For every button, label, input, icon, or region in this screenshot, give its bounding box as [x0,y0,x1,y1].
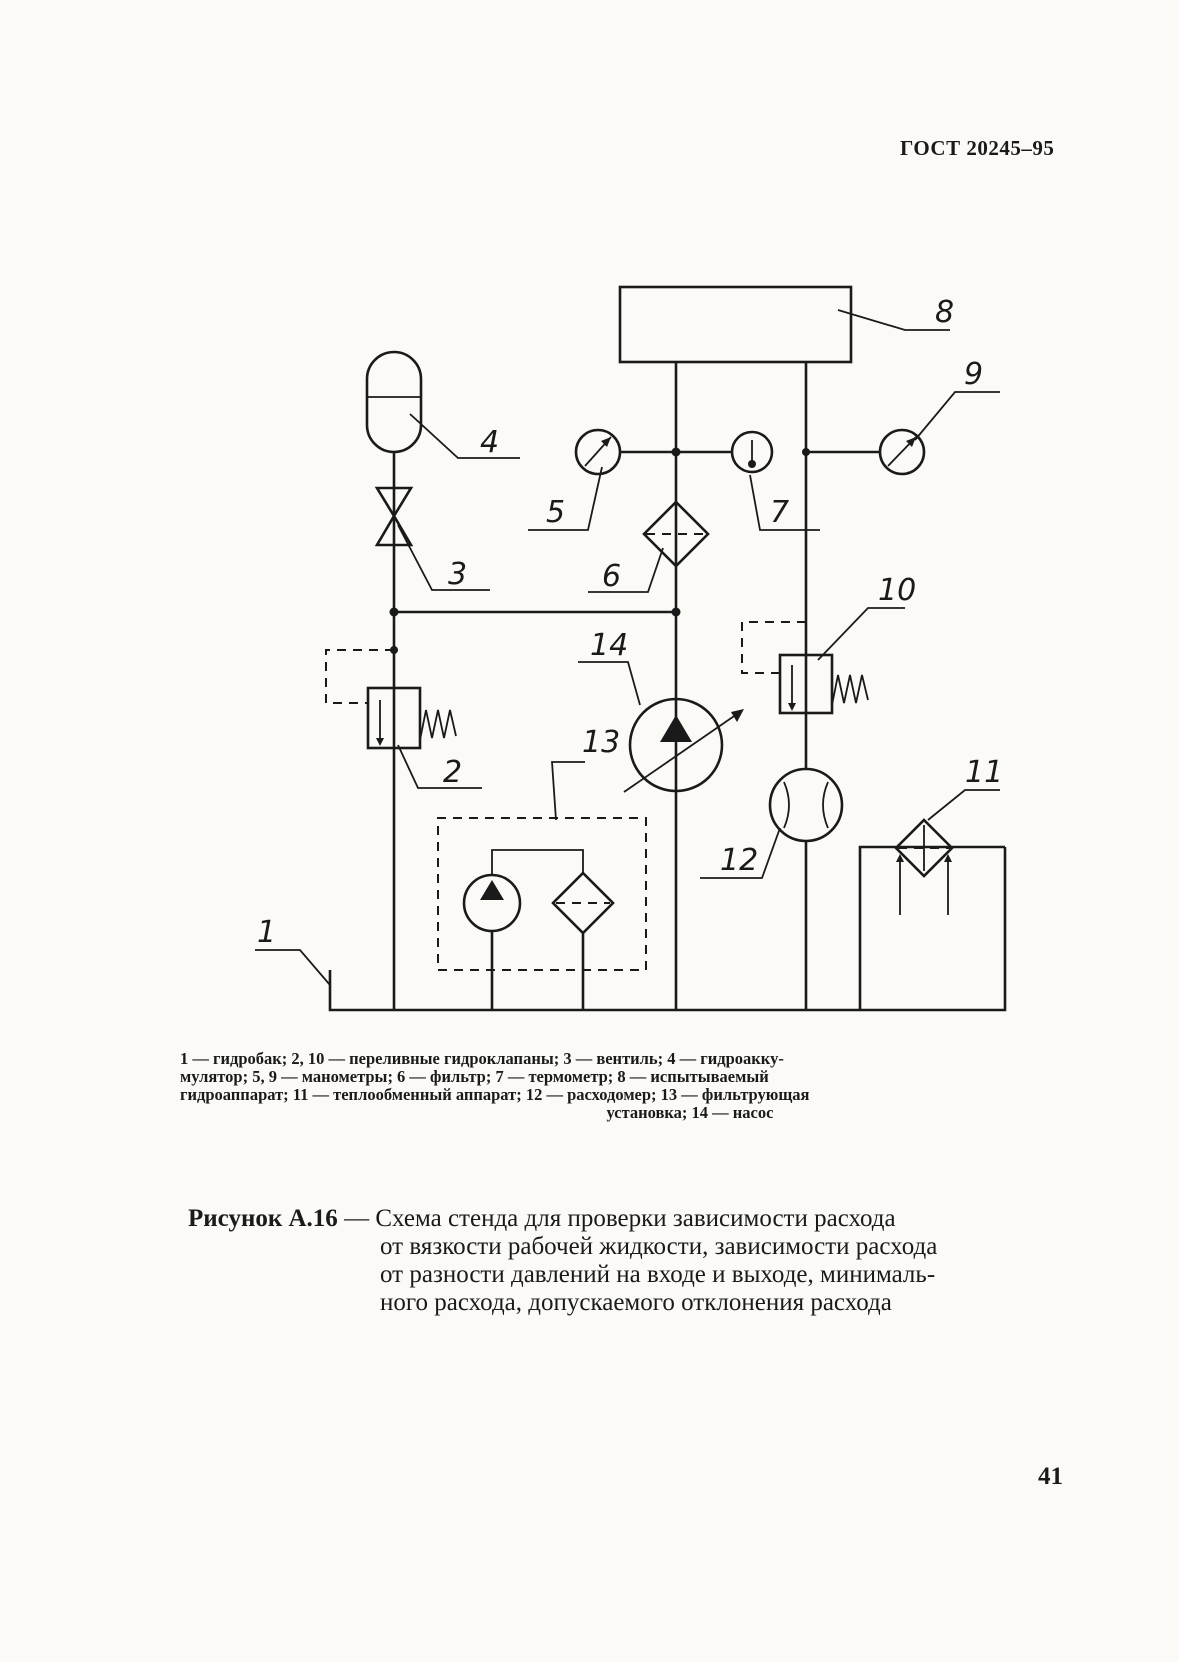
legend-line: гидроаппарат; 11 — теплообменный аппарат; 12 — расходомер; 13 — фильтрующая [180,1085,810,1104]
legend-line: установка; 14 — насос [606,1103,774,1122]
item-labels [257,295,1003,950]
relief-valve-2 [326,650,456,748]
manometer-5 [576,430,620,474]
label-2: 2 [443,755,463,790]
caption-label: Рисунок А.16 [188,1205,338,1232]
legend-line: мулятор; 5, 9 — манометры; 6 — фильтр; 7 — термометр; 8 — испытываемый [180,1067,769,1086]
label-8: 8 [935,295,955,330]
label-1: 1 [257,915,277,950]
heat-exchanger-11 [860,820,1005,1010]
pump-14 [624,699,744,792]
filtering-unit-13 [438,818,646,1010]
tank-1 [330,847,1005,1010]
caption-text: от разности давлений на входе и выходе, минималь- [380,1261,936,1288]
standard-code: ГОСТ 20245–95 [900,136,1055,160]
label-13: 13 [582,725,621,760]
middle-line [620,362,732,1010]
label-3: 3 [448,557,468,592]
label-14: 14 [590,628,629,663]
label-10: 10 [878,573,917,608]
label-5: 5 [546,495,566,530]
label-9: 9 [964,357,984,392]
label-6: 6 [602,559,622,594]
label-12: 12 [720,843,759,878]
label-11: 11 [965,755,1004,790]
legend-line: 1 — гидробак; 2, 10 — переливные гидроклапаны; 3 — вентиль; 4 — гидроакку- [180,1049,784,1068]
label-7: 7 [770,495,790,530]
accumulator-4 [367,352,421,452]
test-apparatus-8 [620,287,851,362]
caption-text: — Схема стенда для проверки зависимости расхода [344,1205,896,1232]
caption-text: ного расхода, допускаемого отклонения расхода [380,1289,892,1316]
label-4: 4 [480,425,500,460]
thermometer-7 [732,432,772,472]
flowmeter-12 [770,769,842,841]
figure-legend [180,1050,1080,1122]
page-number: 41 [1038,1463,1063,1490]
figure-caption [188,1205,1088,1317]
caption-text: от вязкости рабочей жидкости, зависимости расхода [380,1233,938,1260]
